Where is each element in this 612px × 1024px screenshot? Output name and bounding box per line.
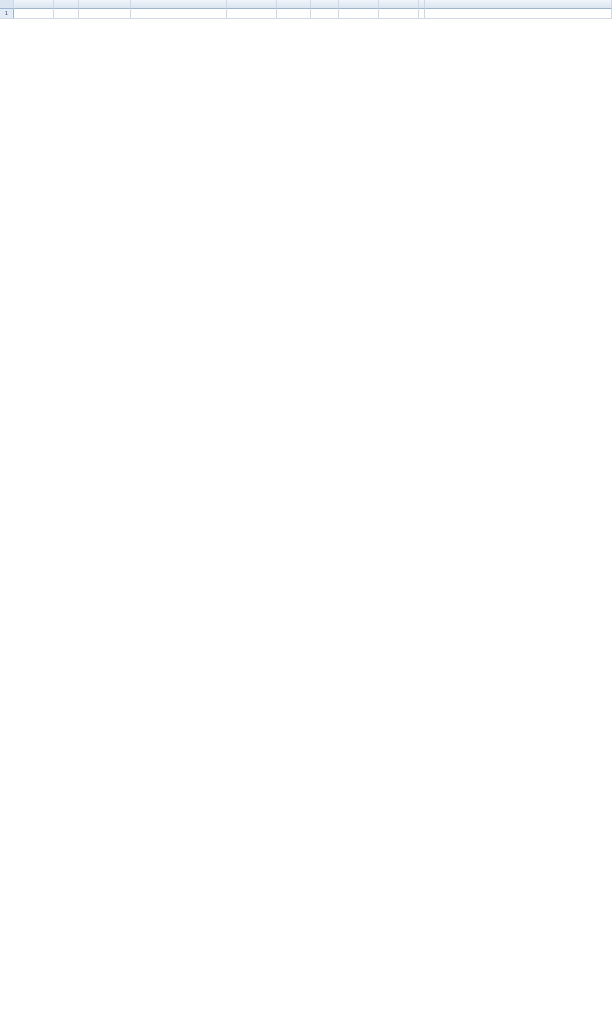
header-marche[interactable] xyxy=(131,9,227,19)
column-header-g[interactable] xyxy=(311,0,339,9)
header-resultat[interactable] xyxy=(425,9,612,19)
column-header-row xyxy=(0,0,612,9)
header-row xyxy=(0,9,612,19)
header-date[interactable] xyxy=(14,9,54,19)
header-quantite[interactable] xyxy=(277,9,311,19)
header-cours[interactable] xyxy=(339,9,379,19)
column-header-f[interactable] xyxy=(277,0,311,9)
column-header-e[interactable] xyxy=(227,0,277,9)
header-heure[interactable] xyxy=(54,9,79,19)
column-header-d[interactable] xyxy=(131,0,227,9)
column-header-k[interactable] xyxy=(425,0,612,9)
row-number[interactable]: 1 xyxy=(0,9,14,19)
column-header-h[interactable] xyxy=(339,0,379,9)
header-canal[interactable] xyxy=(227,9,277,19)
header-limite[interactable] xyxy=(379,9,419,19)
header-cumul[interactable] xyxy=(311,9,339,19)
column-header-i[interactable] xyxy=(379,0,419,9)
column-header-a[interactable] xyxy=(14,0,54,9)
column-header-b[interactable] xyxy=(54,0,79,9)
column-header-c[interactable] xyxy=(79,0,131,9)
select-all-corner[interactable] xyxy=(0,0,14,9)
header-activite[interactable] xyxy=(79,9,131,19)
